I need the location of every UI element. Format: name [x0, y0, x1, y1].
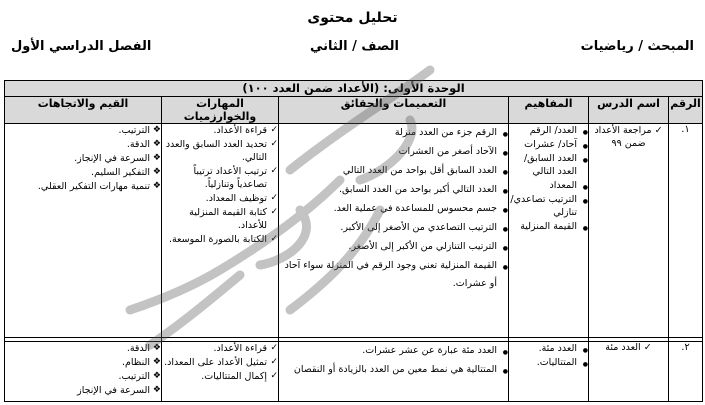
list-item: ● العدد السابق/ العدد التالي	[509, 152, 588, 178]
list-item: ✓ قراءة الأعداد.	[162, 124, 278, 137]
list-item: ❖ الترتيب.	[5, 124, 161, 137]
list-item: ❖ التفكير السليم.	[5, 166, 161, 179]
list-item: ● القيمة المنزلية	[509, 220, 588, 233]
col-header-generalizations: التعميمات والحقائق	[279, 97, 509, 124]
concepts-list	[509, 342, 588, 369]
concepts-cell	[509, 342, 589, 402]
list-item: ❖ السرعة في الإنجاز.	[5, 152, 161, 165]
list-item: ● الترتيب التنازلي من الأكبر إلى الأصغر.	[279, 238, 508, 256]
header-row	[5, 97, 703, 124]
list-item: ● العدد/ الرقم	[509, 124, 588, 137]
concepts-cell	[509, 124, 589, 338]
skills-cell	[162, 342, 279, 402]
unit-row	[5, 81, 703, 97]
unit-title: الوحدة الأولى: (الأعداد ضمن العدد ١٠٠)	[5, 81, 703, 97]
list-item: ❖ الدقة.	[5, 138, 161, 151]
list-item: ✓ قراءة الأعداد.	[162, 342, 278, 355]
skills-cell	[162, 124, 279, 338]
list-item: ● الآحاد أصغر من العشرات	[279, 143, 508, 161]
list-item: ✓ تحديد العدد السابق والعدد التالي.	[162, 138, 278, 164]
term-label: الفصل الدراسي الأول	[11, 39, 152, 54]
list-item: ❖ الترتيب.	[5, 370, 161, 383]
generalizations-cell	[279, 342, 509, 402]
list-item: ✓ كتابة القيمة المنزلية للأعداد.	[162, 206, 278, 232]
subject-label: المبحث / رياضيات	[580, 39, 694, 54]
generalizations-cell	[279, 124, 509, 338]
col-header-lesson: اسم الدرس	[589, 97, 669, 124]
list-item: ✓ ترتيب الأعداد ترتيباً تصاعدياً وتنازلياً.	[162, 165, 278, 191]
header-info	[0, 39, 705, 59]
col-header-skills: المهارات والخوارزميات	[162, 97, 279, 124]
list-item: ● المعداد	[509, 179, 588, 192]
row-number: ١.	[669, 124, 703, 338]
row-number: ٢.	[669, 342, 703, 402]
list-item: ● المتتالية هي نمط معين من العدد بالزيادة أو النقصان	[279, 361, 508, 379]
col-header-values: القيم والاتجاهات	[5, 97, 162, 124]
skills-list	[162, 124, 278, 246]
values-list	[5, 342, 161, 397]
list-item: ● آحاد/ عشرات	[509, 138, 588, 151]
values-cell	[5, 124, 162, 338]
list-item: ❖ السرعة في الإنجاز	[5, 384, 161, 397]
list-item: ✓ توظيف المعداد.	[162, 192, 278, 205]
list-item: ● الرقم جزء من العدد منزلة	[279, 124, 508, 142]
list-item: ● العدد مئة.	[509, 342, 588, 355]
generalizations-list	[279, 124, 508, 293]
lesson-name: ✓ العدد مئة	[589, 342, 669, 402]
col-header-concepts: المفاهيم	[509, 97, 589, 124]
list-item: ● المتتاليات.	[509, 356, 588, 369]
col-header-num: الرقم	[669, 97, 703, 124]
lesson-name: ✓ مراجعة الأعداد ضمن ٩٩	[589, 124, 669, 338]
list-item: ● الترتيب تصاعدي/ تنازلي	[509, 193, 588, 219]
list-item: ● العدد التالي أكبر بواحد من العدد السابق.	[279, 181, 508, 199]
page-title: تحليل محتوى	[307, 10, 398, 26]
list-item: ❖ النظام.	[5, 356, 161, 369]
table-row	[5, 124, 703, 338]
list-item: ✓ تمثيل الأعداد على المعداد.	[162, 356, 278, 369]
values-list	[5, 124, 161, 193]
values-cell	[5, 342, 162, 402]
content-analysis-table	[4, 80, 703, 402]
list-item: ● جسم محسوس للمساعدة في عملية العد.	[279, 200, 508, 218]
skills-list	[162, 342, 278, 383]
concepts-list	[509, 124, 588, 233]
table-row	[5, 342, 703, 402]
list-item: ● القيمة المنزلية تعني وجود الرقم في المنزلة سواء آحاد أو عشرات.	[279, 257, 508, 293]
list-item: ● العدد مئة عبارة عن عشر عشرات.	[279, 342, 508, 360]
list-item: ❖ تنمية مهارات التفكير العقلي.	[5, 180, 161, 193]
list-item: ● الترتيب التصاعدي من الأصغر إلى الأكبر.	[279, 219, 508, 237]
generalizations-list	[279, 342, 508, 379]
list-item: ✓ الكتابة بالصورة الموسعة.	[162, 233, 278, 246]
list-item: ❖ الدقة.	[5, 342, 161, 355]
list-item: ✓ إكمال المتتاليات.	[162, 370, 278, 383]
list-item: ● العدد السابق أقل بواحد من العدد التالي	[279, 162, 508, 180]
grade-label: الصف / الثاني	[310, 39, 399, 54]
